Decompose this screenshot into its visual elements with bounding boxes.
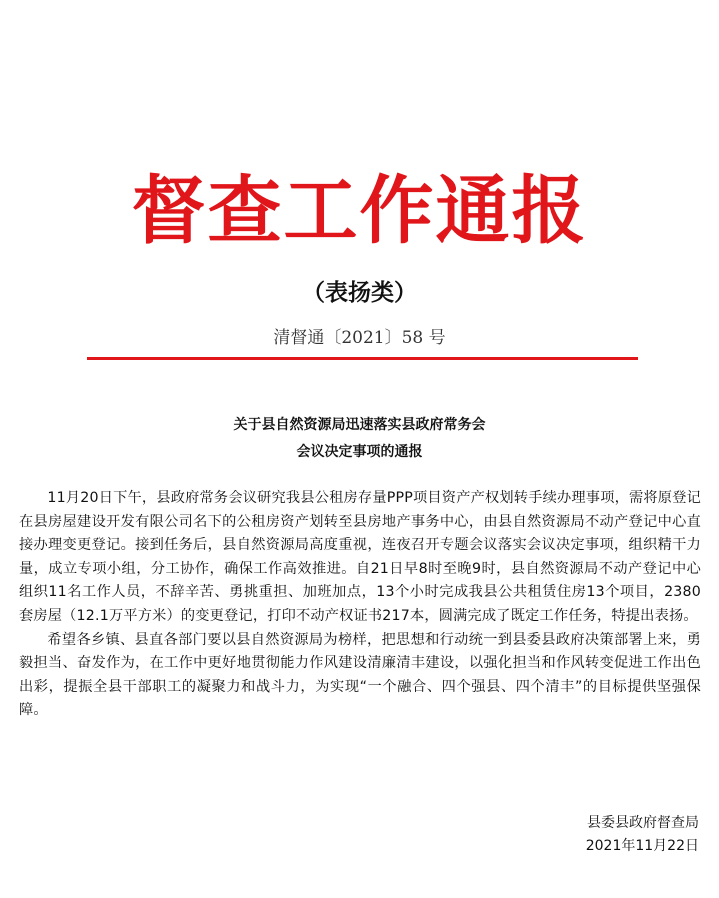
notice-title-line-1: 关于县自然资源局迅速落实县政府常务会 [233,417,486,433]
document-banner-title: 督查工作通报 [131,168,588,254]
document-number: 清督通〔2021〕58 号 [273,328,446,348]
issue-date: 2021年11月22日 [585,838,699,854]
notice-body [19,487,701,723]
notice-title-line-2: 会议决定事项的通报 [296,444,423,460]
red-divider-line [87,357,638,360]
body-paragraph: 11月20日下午，县政府常务会议研究我县公租房存量PPP项目资产产权划转手续办理事项，需将原登记在县房屋建设开发有限公司名下的公租房资产划转至县房地产事务中心，由县自然资源局不动产登记中心直接办理变更登记。接到任务后，县自然资源局高度重视，连夜召开专题会议落实会议决定事项，组织精干力量，成立专项小组，分工协作，确保工作高效推进。自21日早8时至晚9时，县自然资源局不动产登记中心组织11名工作人员，不辞辛苦、勇挑重担、加班加点，13个小时完成我县公共租赁住房13个项目，2380套房屋（12.1万平方米）的变更登记，打印不动产权证书217本，圆满完成了既定工作任务，特提出表扬。 [19,490,701,624]
body-paragraph: 希望各乡镇、县直各部门要以县自然资源局为榜样，把思想和行动统一到县委县政府决策部署上来，勇毅担当、奋发作为，在工作中更好地贯彻能力作风建设清廉清丰建设，以强化担当和作风转变促进工作出色出彩，提振全县干部职工的凝聚力和战斗力，为实现“一个融合、四个强县、四个清丰”的目标提供坚强保障。 [19,631,701,719]
document-category: （表扬类） [302,279,417,306]
issuer-signature: 县委县政府督查局 [587,815,699,831]
